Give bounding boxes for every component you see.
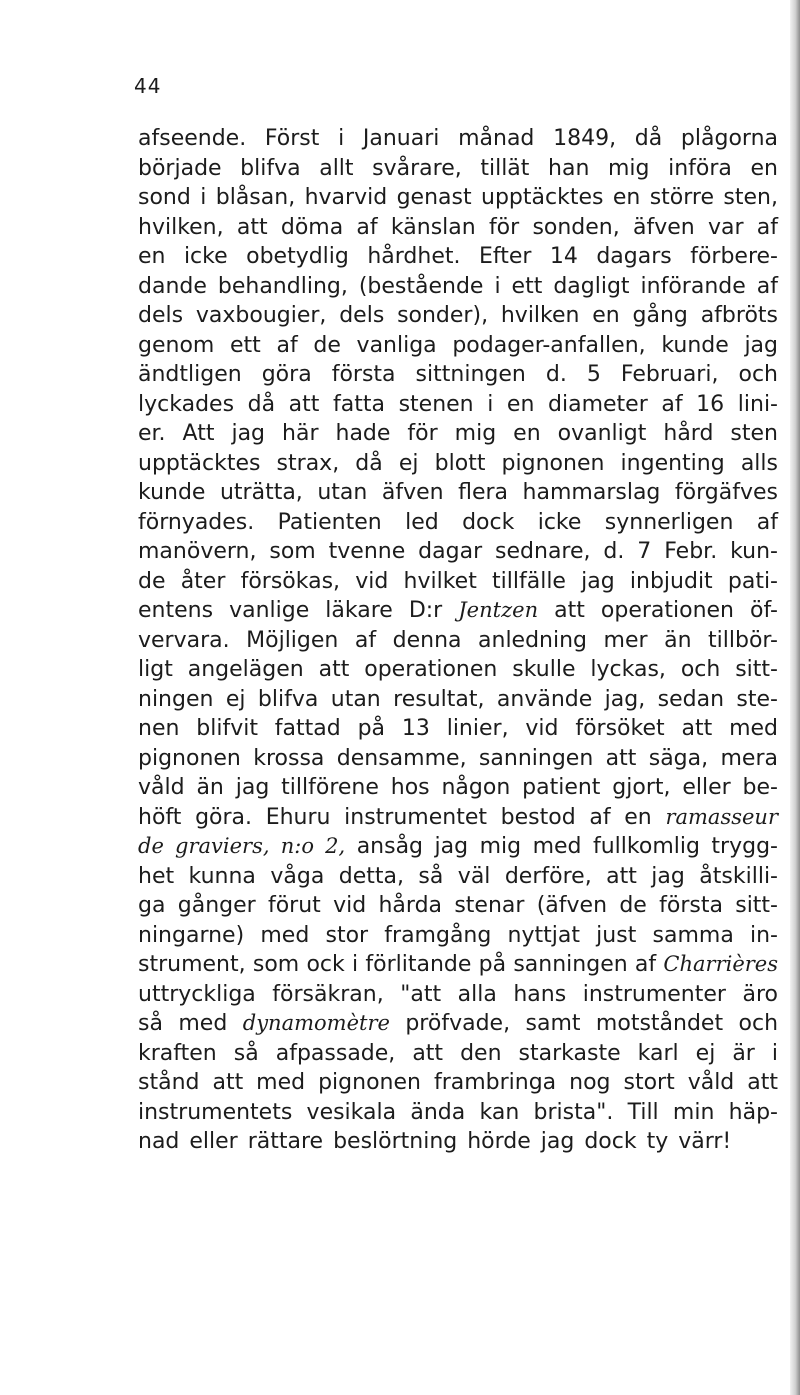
text-line: nad eller rättare beslörtning hörde jag dock ty värr!	[138, 1129, 732, 1154]
body-text	[138, 124, 778, 1157]
text-line: manövern, som tvenne dagar sednare, d. 7 Febr. kun-	[138, 539, 778, 564]
text-line: upptäcktes strax, då ej blott pignonen ingenting alls	[138, 450, 778, 476]
text-line: afseende. Först i Januari månad 1849, då plågorna	[138, 126, 778, 151]
text-line: lyckades då att fatta stenen i en diameter af 16 lini-	[138, 391, 778, 417]
italic-name: Jentzen	[458, 598, 539, 622]
text-line: sond i blåsan, hvarvid genast upptäcktes en större sten,	[138, 185, 778, 210]
text-line: en icke obetydlig hårdhet. Efter 14 dagars förbere-	[138, 244, 778, 269]
text-line: ningarne) med stor framgång nyttjat just samma in-	[138, 922, 778, 948]
text-line: ligt angelägen att operationen skulle lyckas, och sitt-	[138, 657, 778, 682]
text-line: höft göra. Ehuru instrumentet bestod af en ramasseur	[138, 804, 778, 830]
text-line: het kunna våga detta, så väl derföre, att jag åtskilli-	[138, 863, 778, 889]
text-line: så med dynamomètre pröfvade, samt motståndet och	[138, 1011, 779, 1036]
italic-term: de graviers, n:o 2,	[138, 834, 346, 858]
page-edge-shadow	[790, 0, 800, 1395]
text-line: ändtligen göra första sittningen d. 5 Februari, och	[138, 362, 778, 387]
page-number: 44	[134, 74, 162, 98]
italic-term: dynamomètre	[242, 1011, 390, 1035]
text-line: pignonen krossa densamme, sanningen att säga, mera	[138, 745, 778, 771]
italic-name: Charrières	[663, 952, 778, 976]
text-line: entens vanlige läkare D:r Jentzen att operationen öf-	[138, 598, 778, 623]
text-line: dande behandling, (bestående i ett dagligt införande af	[138, 273, 778, 299]
text-line: ga gånger förut vid hårda stenar (äfven de första sitt-	[138, 893, 778, 918]
text-line: genom ett af de vanliga podager-anfallen, kunde jag	[138, 332, 778, 358]
text-line: de graviers, n:o 2, ansåg jag mig med fullkomlig trygg-	[138, 834, 778, 859]
text-line: er. Att jag här hade för mig en ovanligt hård sten	[138, 421, 778, 446]
text-line: nen blifvit fattad på 13 linier, vid försöket att med	[138, 716, 778, 741]
text-line: instrumentets vesikala ända kan brista". Till min häp-	[138, 1099, 778, 1125]
text-line: förnyades. Patienten led dock icke synnerligen af	[138, 509, 778, 535]
text-line: hvilken, att döma af känslan för sonden, äfven var af	[138, 214, 778, 240]
text-line: kunde uträtta, utan äfven flera hammarslag förgäfves	[138, 480, 778, 505]
text-line: uttryckliga försäkran, "att alla hans instrumenter äro	[138, 981, 778, 1007]
text-line: stånd att med pignonen frambringa nog stort våld att	[138, 1070, 778, 1095]
text-line: vervara. Möjligen af denna anledning mer än tillbör-	[138, 627, 778, 653]
text-line: de åter försökas, vid hvilket tillfälle jag inbjudit pati-	[138, 568, 778, 594]
italic-term: ramasseur	[665, 804, 778, 829]
text-line: dels vaxbougier, dels sonder), hvilken en gång afbröts	[138, 303, 778, 328]
text-line: strument, som ock i förlitande på sanningen af Charrières	[138, 952, 778, 977]
text-line: ningen ej blifva utan resultat, använde jag, sedan ste-	[138, 686, 778, 712]
text-line: började blifva allt svårare, tillät han mig införa en	[138, 155, 778, 181]
text-line: kraften så afpassade, att den starkaste karl ej är i	[138, 1040, 778, 1066]
text-line: våld än jag tillförene hos någon patient gjort, eller be-	[138, 775, 778, 800]
